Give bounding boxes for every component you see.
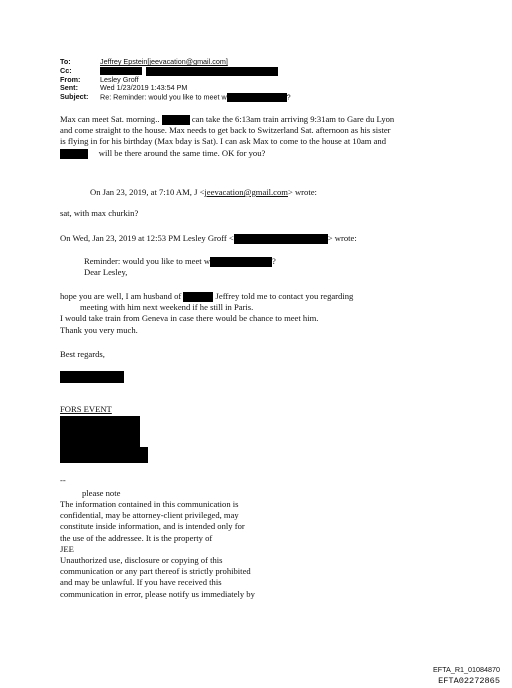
disclaimer-line: confidential, may be attorney-client privileged, may <box>60 510 239 521</box>
disclaimer-line: Unauthorized use, disclosure or copying of this <box>60 555 223 566</box>
redaction-block <box>60 371 124 383</box>
redaction-block <box>100 67 142 75</box>
reply-body <box>60 114 460 159</box>
quote1-intro-text: On Jan 23, 2019, at 7:10 AM, J < <box>90 187 205 197</box>
quote1-email-link[interactable]: jeevacation@gmail.com <box>204 187 288 197</box>
message-line <box>60 291 460 302</box>
note-line: please note <box>82 488 121 498</box>
message-line: meeting with him next weekend if he still in Paris. <box>80 302 254 313</box>
disclaimer-note <box>82 488 482 499</box>
quote2-reminder <box>84 256 484 278</box>
redaction-block <box>60 149 88 159</box>
body-line <box>60 148 460 159</box>
header-to-row <box>60 58 291 67</box>
redaction-block <box>162 115 190 125</box>
from-label: From: <box>60 74 81 84</box>
message-line: I would take train from Geneva in case there would be chance to meet him. <box>60 313 319 324</box>
signature-company <box>60 404 460 415</box>
redaction-block <box>60 416 140 448</box>
dear-line: Dear Lesley, <box>84 267 128 278</box>
cc-label: Cc: <box>60 65 72 75</box>
to-value: Jeffrey Epstein[jeevacation@gmail.com] <box>100 57 228 66</box>
disclaimer-dashes <box>60 475 460 486</box>
from-value: Lesley Groff <box>100 74 139 84</box>
message-body <box>60 291 460 336</box>
quote1-intro <box>90 187 490 198</box>
subject-text: Re: Reminder: would you like to meet w <box>100 92 227 102</box>
message-line: Thank you very much. <box>60 324 138 335</box>
quote2-intro <box>60 233 460 244</box>
body-line: is flying in for his birthday (Max bday is Sat). I can ask Max to come to the house at 10am and <box>60 136 387 147</box>
body-text: Max can meet Sat. morning.. <box>60 114 160 124</box>
header-subject-row <box>60 93 291 102</box>
subject-end: ? <box>286 92 291 102</box>
quote2-intro-line <box>60 233 460 244</box>
reminder-end: ? <box>272 256 276 266</box>
email-header <box>60 58 291 102</box>
disclaimer-line: JEE <box>60 543 74 554</box>
message-text: hope you are well, I am husband of <box>60 291 182 301</box>
quote1-text <box>60 208 460 219</box>
sent-value: Wed 1/23/2019 1:43:54 PM <box>100 83 188 93</box>
sent-label: Sent: <box>60 83 78 93</box>
bates-id-2: EFTA02272865 <box>438 676 500 686</box>
redaction-block <box>146 67 278 76</box>
company-name: FORS EVENT <box>60 404 112 414</box>
disclaimer-text <box>60 499 460 600</box>
disclaimer-line: and may be unlawful. If you have received this <box>60 577 222 588</box>
regards <box>60 349 460 360</box>
redaction-block <box>60 447 148 463</box>
reminder-line <box>84 256 484 267</box>
redaction-block <box>183 292 213 302</box>
quote1-line: sat, with max churkin? <box>60 208 139 218</box>
dashes: -- <box>60 475 66 485</box>
quote2-intro-end: > wrote: <box>327 233 357 243</box>
subject-label: Subject: <box>60 91 89 101</box>
disclaimer-line: constitute inside information, and is intended only for <box>60 521 245 532</box>
quote1-intro-end: > wrote: <box>287 187 317 197</box>
regards-line: Best regards, <box>60 349 105 359</box>
header-cc-row <box>60 67 291 76</box>
disclaimer-line: the use of the addressee. It is the property of <box>60 532 213 543</box>
body-text: will be there around the same time. OK for you? <box>98 147 266 158</box>
quote1-intro-line <box>90 187 490 198</box>
redaction-block <box>227 93 287 102</box>
reminder-text: Reminder: would you like to meet w <box>84 256 211 266</box>
disclaimer-line: communication or any part thereof is strictly prohibited <box>60 566 251 577</box>
to-label: To: <box>60 57 71 66</box>
disclaimer-line: communication in error, please notify us immediately by <box>60 588 255 599</box>
redaction-block <box>234 234 328 244</box>
subject-value <box>100 93 291 102</box>
quote2-intro-text: On Wed, Jan 23, 2019 at 12:53 PM Lesley Groff < <box>60 233 234 243</box>
bates-id-1: EFTA_R1_01084870 <box>433 665 500 674</box>
redaction-block <box>210 257 272 267</box>
body-line <box>60 114 460 125</box>
disclaimer-line: The information contained in this communication is <box>60 499 239 509</box>
body-line: and come straight to the house. Max needs to get back to Switzerland Sat. afternoon as his sister <box>60 125 391 136</box>
body-text: can take the 6:13am train arriving 9:31am to Gare du Lyon <box>191 114 395 124</box>
message-text: Jeffrey told me to contact you regarding <box>215 291 354 301</box>
